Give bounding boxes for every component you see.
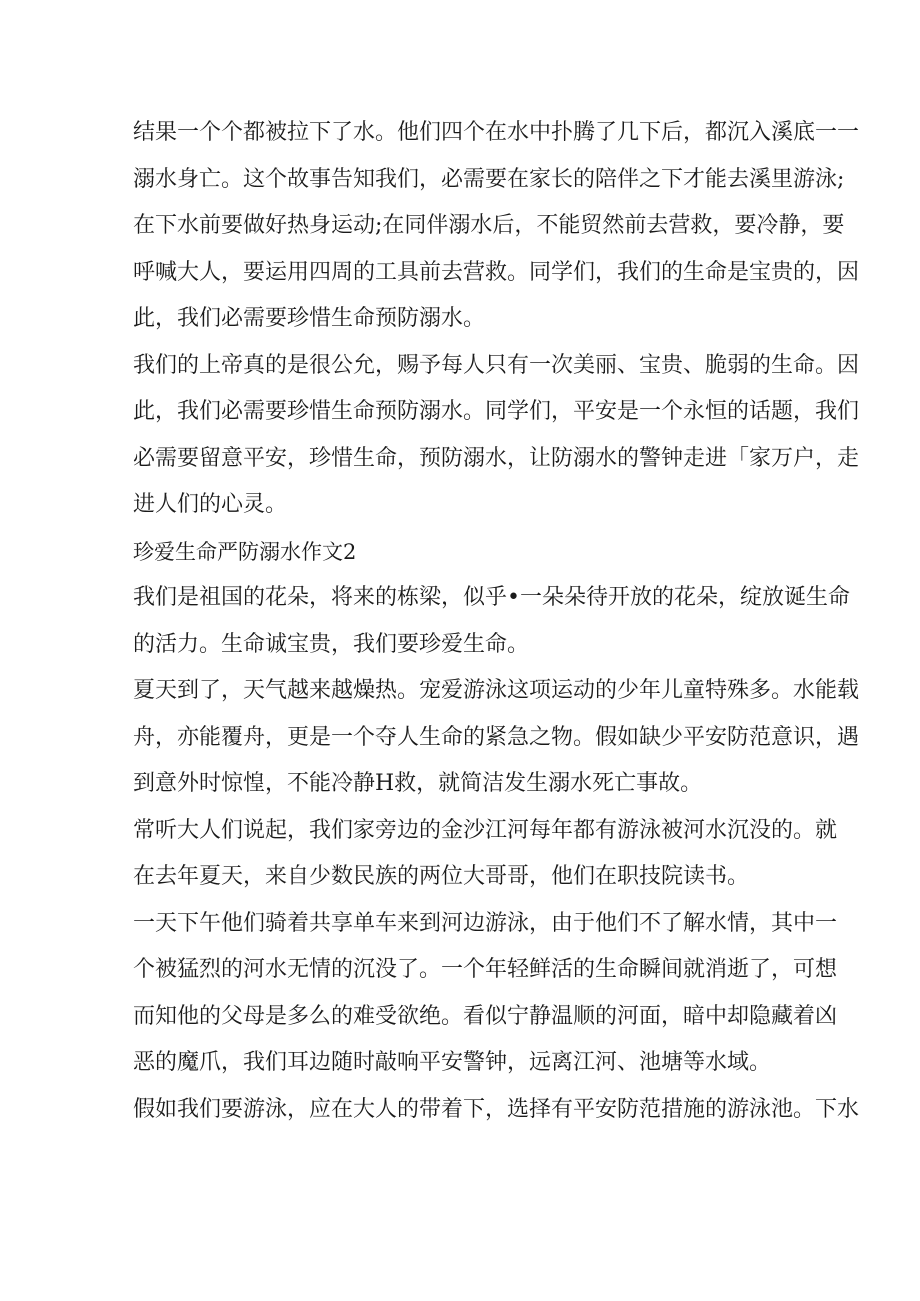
section-heading: 珍爱生命严防溺水作文2 <box>133 539 357 564</box>
text-line: 的活力。生命诚宝贵，我们要珍爱生命。 <box>133 631 530 657</box>
text-line: 溺水身亡。这个故事告知我们，必需要在家长的陪伴之下才能去溪里游泳; <box>133 166 845 192</box>
text-line: 我们是祖国的花朵，将来的栋梁，似乎•一朵朵待开放的花朵，绽放诞生命 <box>133 585 850 610</box>
text-line: 假如我们要游泳，应在大人的带着下，选择有平安防范措施的游泳池。下水 <box>133 1096 860 1122</box>
text-line: 而知他的父母是多么的难受欲绝。看似宁静温顺的河面，暗中却隐藏着凶 <box>133 1003 838 1029</box>
text-line: 一天下午他们骑着共享单车来到河边游泳，由于他们不了解水情，其中一 <box>133 910 838 936</box>
text-line: 必需要留意平安，珍惜生命，预防溺水，让防溺水的警钟走进「家万户，走 <box>133 445 860 471</box>
text-line: 结果一个个都被拉下了水。他们四个在水中扑腾了几下后，都沉入溪底一一 <box>133 120 860 145</box>
text-line: 夏天到了，天气越来越燥热。宠爱游泳这项运动的少年儿童特殊多。水能载 <box>133 678 860 703</box>
text-line: 呼喊大人，要运用四周的工具前去营救。同学们，我们的生命是宝贵的，因 <box>133 259 860 285</box>
text-line: 我们的上帝真的是很公允，赐予每人只有一次美丽、宝贵、脆弱的生命。因 <box>133 352 860 378</box>
text-line: 到意外时惊惶，不能冷静H救，就简洁发生溺水死亡事故。 <box>133 771 703 796</box>
text-line: 在下水前要做好热身运动;在同伴溺水后，不能贸然前去营救，要冷静，要 <box>133 213 845 238</box>
text-line: 此，我们必需要珍惜生命预防溺水。同学们，平安是一个永恒的话题，我们 <box>133 399 860 424</box>
text-line: 舟，亦能覆舟，更是一个夺人生命的紧急之物。假如缺少平安防范意识，遇 <box>133 724 860 750</box>
text-line: 恶的魔爪，我们耳边随时敲响平安警钟，远离江河、池塘等水域。 <box>133 1050 772 1075</box>
text-line: 在去年夏天，来自少数民族的两位大哥哥，他们在职技院读书。 <box>133 864 750 889</box>
text-line: 此，我们必需要珍惜生命预防溺水。 <box>133 306 486 331</box>
text-line: 进人们的心灵。 <box>133 492 288 517</box>
document-page <box>133 110 860 1133</box>
text-line: 常听大人们说起，我们家旁边的金沙江河每年都有游泳被河水沉没的。就 <box>133 817 838 843</box>
text-line: 个被猛烈的河水无情的沉没了。一个年轻鲜活的生命瞬间就消逝了，可想 <box>133 957 838 982</box>
